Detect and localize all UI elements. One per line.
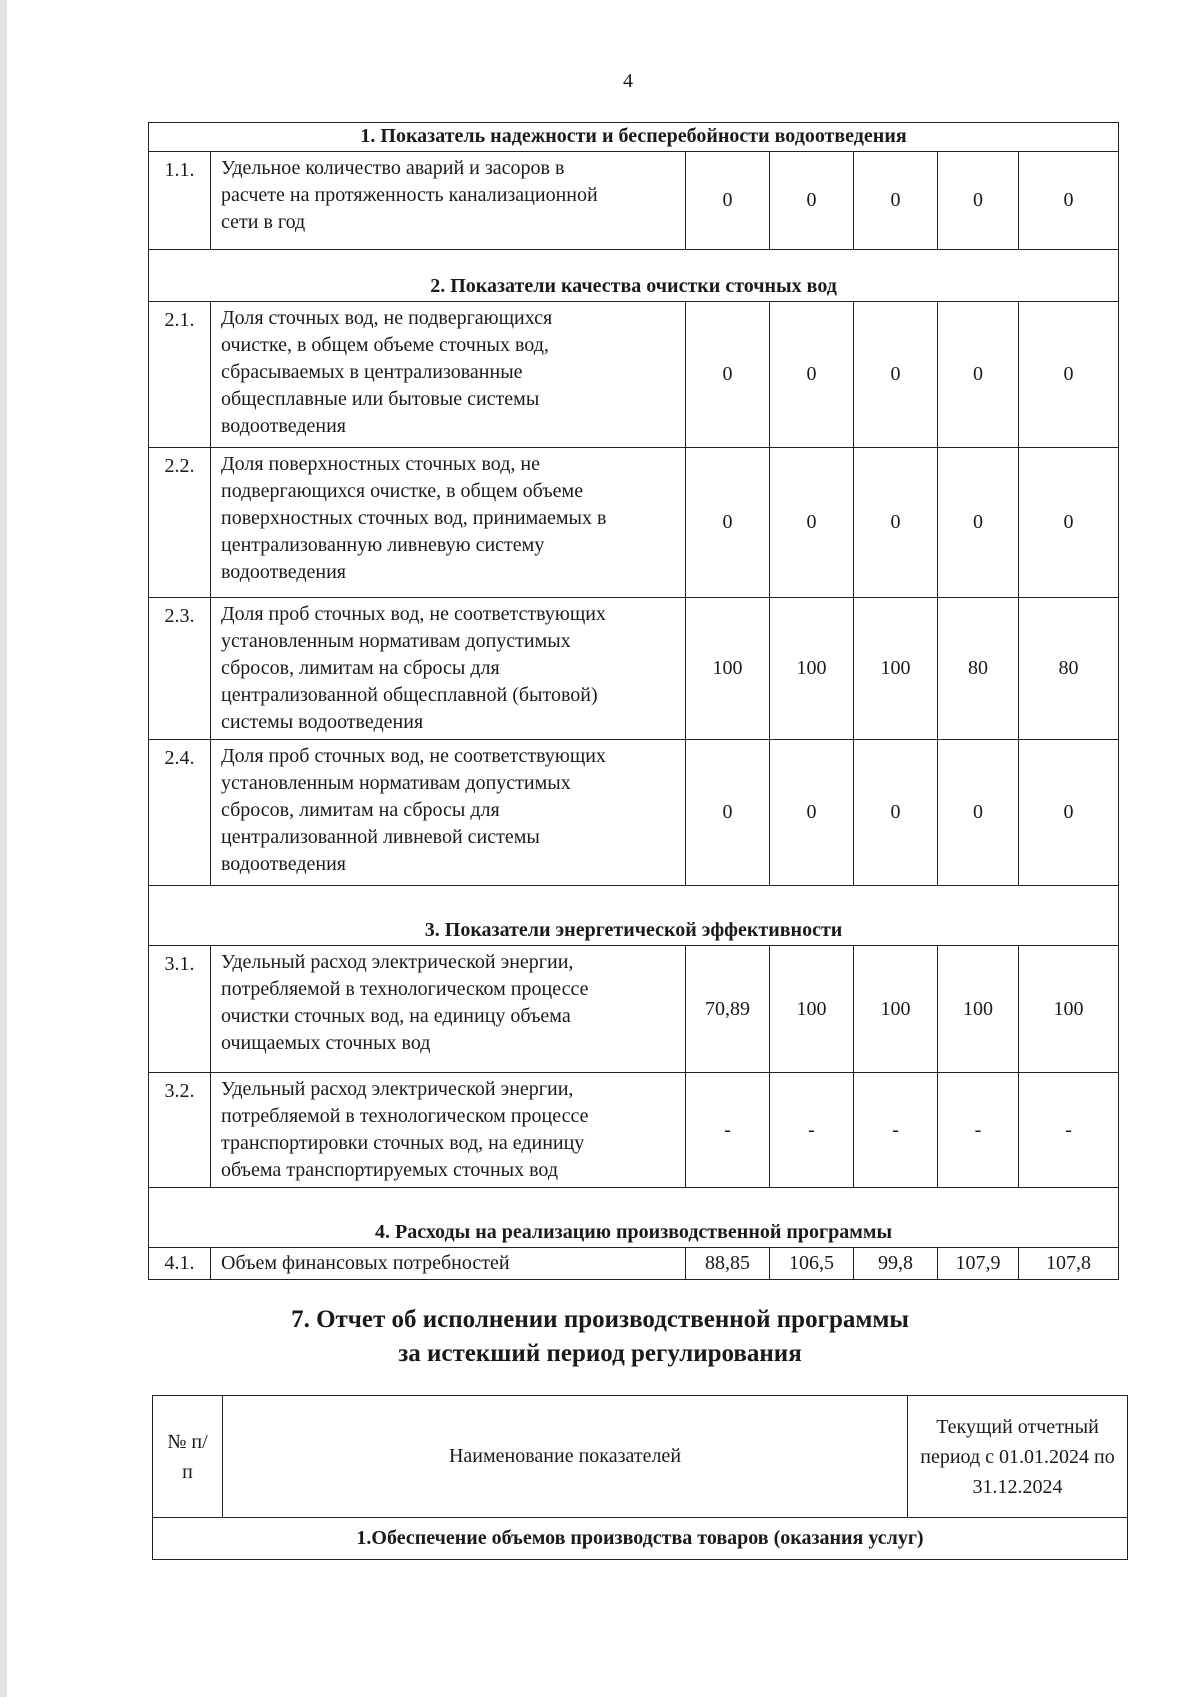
indicator-value: 100 <box>854 946 938 1073</box>
indicator-value: 0 <box>854 448 938 598</box>
indicator-row <box>149 302 1119 448</box>
report-table <box>152 1395 1128 1560</box>
indicator-number: 2.4. <box>149 740 211 886</box>
indicator-number: 4.1. <box>149 1248 211 1280</box>
description-line: поверхностных сточных вод, принимаемых в <box>221 507 607 529</box>
description-line: сети в год <box>221 211 306 233</box>
indicator-value: 0 <box>854 740 938 886</box>
indicator-number: 2.1. <box>149 302 211 448</box>
indicator-value: 0 <box>686 740 770 886</box>
description-line: очистке, в общем объеме сточных вод, <box>221 334 549 356</box>
indicator-description <box>211 1073 686 1188</box>
indicator-number: 1.1. <box>149 152 211 250</box>
header-name-cell: Наименование показателей <box>223 1396 908 1518</box>
indicator-value: 0 <box>938 740 1019 886</box>
indicator-row <box>149 740 1119 886</box>
indicator-value: 80 <box>938 598 1019 740</box>
indicator-description <box>211 740 686 886</box>
description-line: водоотведения <box>221 415 346 437</box>
section-heading <box>0 1303 1200 1371</box>
indicator-description <box>211 946 686 1073</box>
indicator-value: 0 <box>854 302 938 448</box>
indicator-value: 106,5 <box>770 1248 854 1280</box>
description-line: общесплавные или бытовые системы <box>221 388 540 410</box>
indicator-value: - <box>854 1073 938 1188</box>
description-line: системы водоотведения <box>221 711 424 733</box>
indicator-description <box>211 448 686 598</box>
description-line: Удельный расход электрической энергии, <box>221 951 574 973</box>
indicator-value: 0 <box>1019 302 1119 448</box>
description-line: централизованной ливневой системы <box>221 826 540 848</box>
description-line: очищаемых сточных вод <box>221 1032 431 1054</box>
description-line: транспортировки сточных вод, на единицу <box>221 1132 585 1154</box>
indicator-value: 80 <box>1019 598 1119 740</box>
indicator-row <box>149 448 1119 598</box>
indicator-value: - <box>686 1073 770 1188</box>
indicator-number: 3.1. <box>149 946 211 1073</box>
indicator-description <box>211 152 686 250</box>
description-line: Удельное количество аварий и засоров в <box>221 157 565 179</box>
section-title: 2. Показатели качества очистки сточных вод <box>149 250 1119 302</box>
section-heading-line2: за истекший период регулирования <box>398 1340 802 1367</box>
indicator-value: - <box>770 1073 854 1188</box>
description-line: сбросов, лимитам на сбросы для <box>221 799 500 821</box>
indicator-value: 0 <box>1019 740 1119 886</box>
indicator-value: 0 <box>770 448 854 598</box>
description-line: водоотведения <box>221 853 346 875</box>
indicator-value: 100 <box>938 946 1019 1073</box>
indicator-value: 0 <box>770 740 854 886</box>
report-section-row <box>153 1518 1128 1560</box>
description-line: расчете на протяженность канализационной <box>221 184 598 206</box>
indicator-value: 100 <box>854 598 938 740</box>
indicator-value: 0 <box>686 448 770 598</box>
description-line: объема транспортируемых сточных вод <box>221 1159 559 1181</box>
indicator-row <box>149 1073 1119 1188</box>
section-title: 3. Показатели энергетической эффективности <box>149 886 1119 946</box>
section-heading-line1: 7. Отчет об исполнении производственной программы <box>291 1306 909 1333</box>
description-line: сбросов, лимитам на сбросы для <box>221 657 500 679</box>
indicator-value: 100 <box>770 946 854 1073</box>
indicator-description <box>211 1248 686 1280</box>
description-line: Доля сточных вод, не подвергающихся <box>221 307 553 329</box>
indicator-value: 0 <box>770 152 854 250</box>
indicator-value: - <box>1019 1073 1119 1188</box>
indicator-value: 0 <box>770 302 854 448</box>
indicator-value: 107,8 <box>1019 1248 1119 1280</box>
indicator-value: 88,85 <box>686 1248 770 1280</box>
section-row <box>149 886 1119 946</box>
section-row <box>149 250 1119 302</box>
description-line: Доля проб сточных вод, не соответствующих <box>221 603 606 625</box>
indicator-value: 100 <box>686 598 770 740</box>
section-row <box>149 1188 1119 1248</box>
section-title: 4. Расходы на реализацию производственной программы <box>149 1188 1119 1248</box>
indicator-value: 70,89 <box>686 946 770 1073</box>
indicator-row <box>149 1248 1119 1280</box>
header-num-cell: № п/п <box>153 1396 223 1518</box>
description-line: Удельный расход электрической энергии, <box>221 1078 574 1100</box>
description-line: потребляемой в технологическом процессе <box>221 1105 589 1127</box>
indicator-value: 107,9 <box>938 1248 1019 1280</box>
header-period-cell: Текущий отчетный период с 01.01.2024 по 31.12.2024 <box>908 1396 1128 1518</box>
description-line: потребляемой в технологическом процессе <box>221 978 589 1000</box>
description-line: подвергающихся очистке, в общем объеме <box>221 480 584 502</box>
indicator-value: 99,8 <box>854 1248 938 1280</box>
indicator-value: 0 <box>1019 448 1119 598</box>
description-line: Доля поверхностных сточных вод, не <box>221 453 540 475</box>
description-line: централизованной общесплавной (бытовой) <box>221 684 598 706</box>
description-line: Доля проб сточных вод, не соответствующих <box>221 745 606 767</box>
description-line: централизованную ливневую систему <box>221 534 545 556</box>
indicator-row <box>149 946 1119 1073</box>
description-line: водоотведения <box>221 561 346 583</box>
report-section-title: 1.Обеспечение объемов производства товаров (оказания услуг) <box>153 1518 1128 1560</box>
indicator-value: 0 <box>938 302 1019 448</box>
indicator-value: 0 <box>854 152 938 250</box>
indicator-number: 2.3. <box>149 598 211 740</box>
indicator-number: 2.2. <box>149 448 211 598</box>
scan-left-edge <box>0 0 7 1697</box>
report-header-row <box>153 1396 1128 1518</box>
description-line: очистки сточных вод, на единицу объема <box>221 1005 571 1027</box>
description-line: сбрасываемых в централизованные <box>221 361 523 383</box>
page-number: 4 <box>623 70 633 92</box>
section-row <box>149 123 1119 152</box>
indicator-description <box>211 598 686 740</box>
indicators-table <box>148 122 1119 1280</box>
indicator-value: 0 <box>938 448 1019 598</box>
indicator-value: 100 <box>770 598 854 740</box>
indicator-row <box>149 152 1119 250</box>
indicator-value: - <box>938 1073 1019 1188</box>
section-title: 1. Показатель надежности и бесперебойности водоотведения <box>149 123 1119 152</box>
indicator-value: 0 <box>686 302 770 448</box>
indicator-value: 0 <box>938 152 1019 250</box>
description-line: установленным нормативам допустимых <box>221 630 571 652</box>
indicator-description <box>211 302 686 448</box>
indicator-value: 0 <box>686 152 770 250</box>
indicator-value: 100 <box>1019 946 1119 1073</box>
description-line: установленным нормативам допустимых <box>221 772 571 794</box>
indicator-number: 3.2. <box>149 1073 211 1188</box>
indicator-row <box>149 598 1119 740</box>
indicator-value: 0 <box>1019 152 1119 250</box>
description-line: Объем финансовых потребностей <box>221 1252 510 1274</box>
